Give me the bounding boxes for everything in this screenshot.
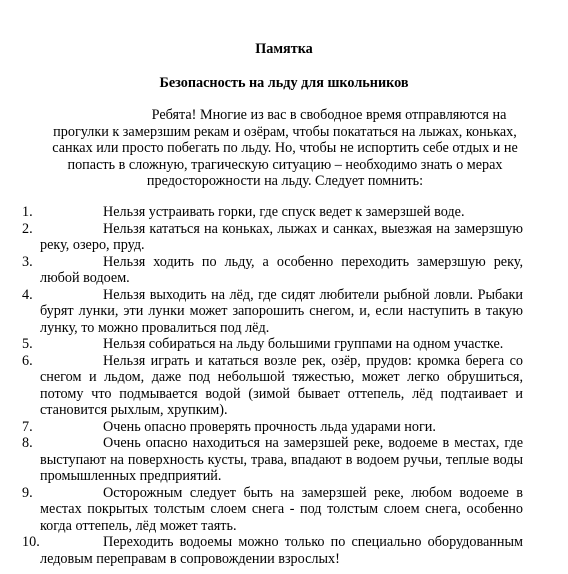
- list-item-text: Очень опасно находиться на замерзшей реке, водоеме в местах, где выступают на поверхность кусты, трава, впадают в водоем ручьи, теплые воды промышленных предприятий.: [40, 435, 523, 484]
- list-item-number: 4.: [22, 286, 33, 303]
- document-title: Памятка: [255, 41, 313, 57]
- list-item-number: 10.: [22, 534, 40, 550]
- list-item-number: 9.: [22, 484, 33, 501]
- document-subtitle: Безопасность на льду для школьников: [159, 75, 409, 91]
- list-item: [0, 485, 523, 535]
- intro-line: прогулки к замерзшим рекам и озёрам, чтобы покататься на лыжах, коньках,: [53, 123, 517, 140]
- list-item-text: Нельзя играть и кататься возле рек, озёр, прудов: кромка берега со снегом и льдом, даже под небольшой тяжестью, может легко обрушиться, потому что подмывается водой (зимой бывает оттепель, лёд подтаивает и становится рыхлым, хрупким).: [40, 352, 523, 418]
- list-item: [0, 534, 523, 567]
- list-item: [0, 419, 523, 436]
- list-item-text: Очень опасно проверять прочность льда ударами ноги.: [103, 418, 436, 435]
- intro-paragraph: [50, 107, 520, 190]
- list-item-text: Нельзя ходить по льду, а особенно переходить замерзшую реку, любой водоем.: [40, 253, 523, 286]
- list-item: [0, 336, 523, 353]
- list-item-number: 5.: [22, 336, 33, 352]
- list-item-number: 3.: [22, 253, 33, 270]
- intro-line: Ребята! Многие из вас в свободное время отправляются на: [151, 107, 507, 123]
- list-item-text: Переходить водоемы можно только по специально оборудованным ледовым переправам в сопровождении взрослых!: [40, 534, 523, 567]
- rules-list: [0, 204, 568, 567]
- list-item-number: 7.: [22, 418, 33, 435]
- list-item-number: 2.: [22, 220, 33, 237]
- list-item: [0, 287, 523, 337]
- list-item-text: Нельзя устраивать горки, где спуск ведет к замерзшей воде.: [103, 204, 465, 220]
- list-item-text: Нельзя выходить на лёд, где сидят любители рыбной ловли. Рыбаки бурят лунки, эти лунки может запорошить снегом, и, если наступить в такую лунку, то можно провалиться под лёд.: [40, 286, 523, 336]
- intro-line: попасть в сложную, трагическую ситуацию – необходимо знать о мерах: [67, 156, 503, 173]
- list-item-text: Нельзя кататься на коньках, лыжах и санках, выезжая на замерзшую реку, озеро, пруд.: [40, 220, 523, 253]
- intro-line: предосторожности на льду. Следует помнить:: [146, 173, 424, 189]
- list-item: [0, 353, 523, 419]
- list-item-number: 6.: [22, 352, 33, 369]
- list-item-text: Нельзя собираться на льду большими группами на одном участке.: [103, 336, 504, 352]
- list-item: [0, 204, 523, 221]
- intro-line: санках или просто побегать по льду. Но, чтобы не испортить себе отдых и не: [52, 140, 518, 156]
- list-item: [0, 435, 523, 485]
- list-item: [0, 254, 523, 287]
- list-item-number: 8.: [22, 435, 33, 451]
- list-item-number: 1.: [22, 204, 33, 220]
- list-item: [0, 221, 523, 254]
- list-item-text: Осторожным следует быть на замерзшей реке, любом водоеме в местах покрытых толстым слоем снега - под толстым слоем снега, особенно когда оттепель, лёд может таять.: [40, 484, 523, 534]
